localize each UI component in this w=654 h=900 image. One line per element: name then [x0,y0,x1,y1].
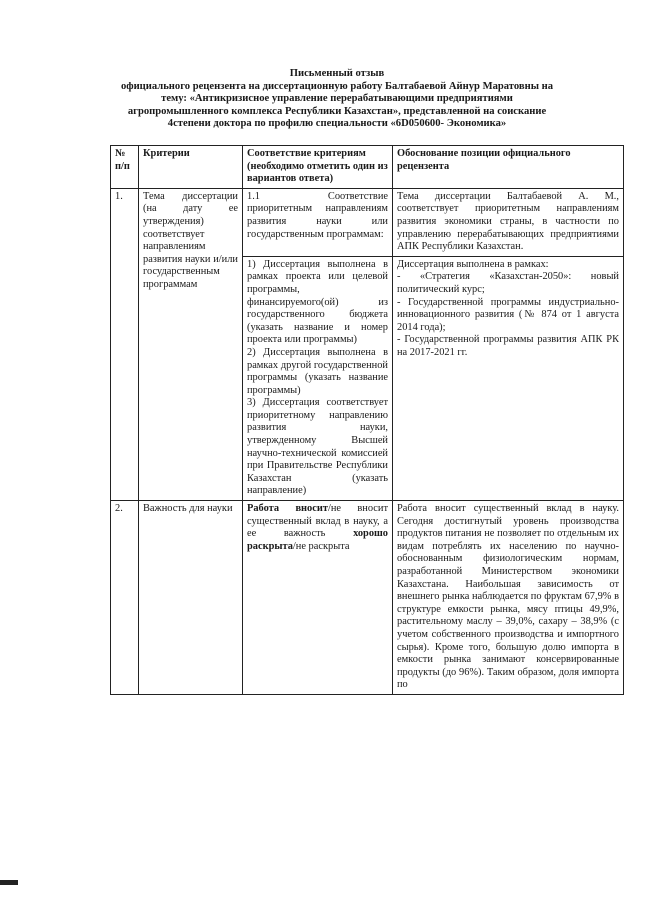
reason-line: - «Стратегия «Казахстан-2050»: новый политический курс; [397,271,619,295]
criterion-cell: Важность для науки [139,501,243,695]
reason-line: - Государственной программы развития АПК РК на 2017-2021 гг. [397,334,619,358]
header-title: Письменный отзыв [289,68,385,79]
review-table [110,145,624,695]
row-number: 2. [111,501,139,695]
match-cell [243,256,393,500]
match-cell [243,501,393,695]
selected-option: хорошо раскрыта [247,528,388,552]
reason-cell [393,256,624,500]
header-line: тему: «Антикризисное управление перерабатывающими предприятиями [161,93,513,105]
reason-line: - Государственной программы индустриально-инновационного развития (№ 874 от 1 августа 2014 года); [397,296,619,333]
header-line: официального рецензента на диссертационную работу Балтабаевой Айнур Маратовны на [120,80,554,92]
match-cell: 1.1 Соответствие приоритетным направлениям развития науки или государственным программам: [243,188,393,256]
criterion-cell: Тема диссертации (на дату ее утверждения) соответствует направлениям развития науки и/или государственным программам [139,188,243,500]
match-option: 3) Диссертация соответствует приоритетному направлению развития науки, утвержденному Высшей научно-технической комиссией при Правительстве Республики Казахстан (указать направление) [247,397,388,497]
column-header-number: № п/п [111,146,139,189]
row-number: 1. [111,188,139,500]
header-line: 4степени доктора по профилю специальности «6D050600- Экономика» [167,118,507,130]
option-text: /не раскрыта [292,540,350,552]
column-header-reason: Обоснование позиции официального рецензента [393,146,624,189]
table-row [111,188,624,256]
table-header-row [111,146,624,189]
reason-cell: Работа вносит существенный вклад в науку. Сегодня достигнутый уровень производства продуктов питания не позволяет по отдельным их видам потреблять их населению по научно-обоснованным физиологическим нормам, разработанной Министерством экономики Казахстана. Наибольшая зависимость от внешнего рынка наблюдается по фруктам 67,9% в структуре емкости рынка, мясу птицы 49,9%, растительному маслу – 39,0%, сахару – 38,9% (с учетом собственного производства и импортного сырья). Кроме того, большую долю импорта в емкости рынка занимают консервированные продукты (до 96%). Таким образом, доля импорта по [393,501,624,695]
selected-option: Работа вносит [247,503,328,515]
column-header-criteria: Критерии [139,146,243,189]
match-option: 1) Диссертация выполнена в рамках проекта или целевой программы, финансируемого(ой) из государственного бюджета (указать название и номер проекта или программы) [247,258,388,346]
match-option: 2) Диссертация выполнена в рамках другой государственной программы (указать название программы) [247,346,388,396]
option-text: /не вносит существенный вклад в науку, а ее важность [247,503,388,540]
scan-edge-mark [0,880,18,885]
document-header [60,68,614,131]
column-header-match: Соответствие критериям (необходимо отметить один из вариантов ответа) [243,146,393,189]
reason-cell: Тема диссертации Балтабаевой А. М., соответствует приоритетным направлениям развития экономики страны, в частности по управлению перерабатывающих предприятиями АПК Республики Казахстан. [393,188,624,256]
header-line: агропромышленного комплекса Республики Казахстан», представленной на соискание [127,105,547,117]
reason-line: Диссертация выполнена в рамках: [397,258,549,270]
table-row [111,501,624,695]
